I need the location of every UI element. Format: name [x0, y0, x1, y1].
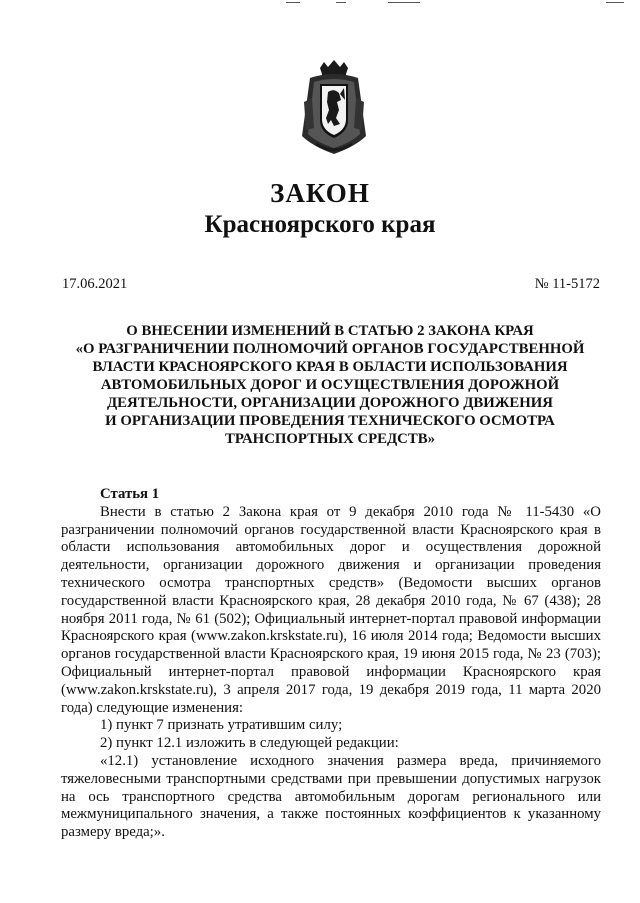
scan-top-marks: [0, 0, 640, 6]
article-item-2: 2) пункт 12.1 изложить в следующей редакции:: [100, 735, 399, 752]
article-intro: Внести в статью 2 Закона края от 9 декабря 2010 года № 11-5430 «О разграничении полномочий органов государственной власти Красноярского края в области использования автомобильных дорог и осуществления дорожной деятельности, организации дорожного движения и организации проведения технического осмотра транспортных средств» (Ведомости высших органов государственной власти Красноярского края, 28 декабря 2010 года, № 67 (438); 28 ноября 2011 года, № 61 (502); Официальный интернет-портал правовой информации Красноярского края (www.zakon.krskstate.ru), 16 июля 2014 года; Ведомости высших органов государственной власти Красноярского края, 19 июня 2015 года, № 23 (703); Официальный интернет-портал правовой информации Красноярского края (www.zakon.krskstate.ru), 3 апреля 2017 года, 19 декабря 2019 года, 11 марта 2020 года) следующие изменения:: [61, 503, 601, 716]
article-item-1: 1) пункт 7 признать утратившим силу;: [100, 717, 343, 734]
title-line: О ВНЕСЕНИИ ИЗМЕНЕНИЙ В СТАТЬЮ 2 ЗАКОНА КРАЯ: [126, 323, 534, 339]
document-type: ЗАКОН: [270, 178, 370, 208]
document-date: 17.06.2021: [62, 276, 128, 292]
title-line: ДЕЯТЕЛЬНОСТИ, ОРГАНИЗАЦИИ ДОРОЖНОГО ДВИЖЕНИЯ: [107, 395, 553, 411]
title-line: И ОРГАНИЗАЦИИ ПРОВЕДЕНИЯ ТЕХНИЧЕСКОГО ОСМОТРА: [105, 413, 555, 429]
title-line: ТРАНСПОРТНЫХ СРЕДСТВ»: [224, 431, 436, 447]
coat-of-arms-icon: [296, 58, 372, 158]
title-line: «О РАЗГРАНИЧЕНИИ ПОЛНОМОЧИЙ ОРГАНОВ ГОСУДАРСТВЕННОЙ: [75, 341, 585, 357]
title-line: АВТОМОБИЛЬНЫХ ДОРОГ И ОСУЩЕСТВЛЕНИЯ ДОРОЖНОЙ: [100, 377, 560, 393]
title-line: ВЛАСТИ КРАСНОЯРСКОГО КРАЯ В ОБЛАСТИ ИСПОЛЬЗОВАНИЯ: [92, 359, 568, 375]
document-title: [50, 322, 610, 448]
article-body: [61, 486, 601, 842]
document-region: Красноярского края: [204, 211, 436, 238]
article-quote: «12.1) установление исходного значения размера вреда, причиняемого тяжеловесными транспортными средствами при превышении допустимых нагрузок на ось транспортного средства автомобильным дорогам регионального или межмуниципального значения, а также постоянных коэффициентов к указанному размеру вреда;».: [61, 752, 601, 841]
document-number: № 11-5172: [534, 276, 600, 292]
article-heading: Статья 1: [100, 486, 160, 502]
